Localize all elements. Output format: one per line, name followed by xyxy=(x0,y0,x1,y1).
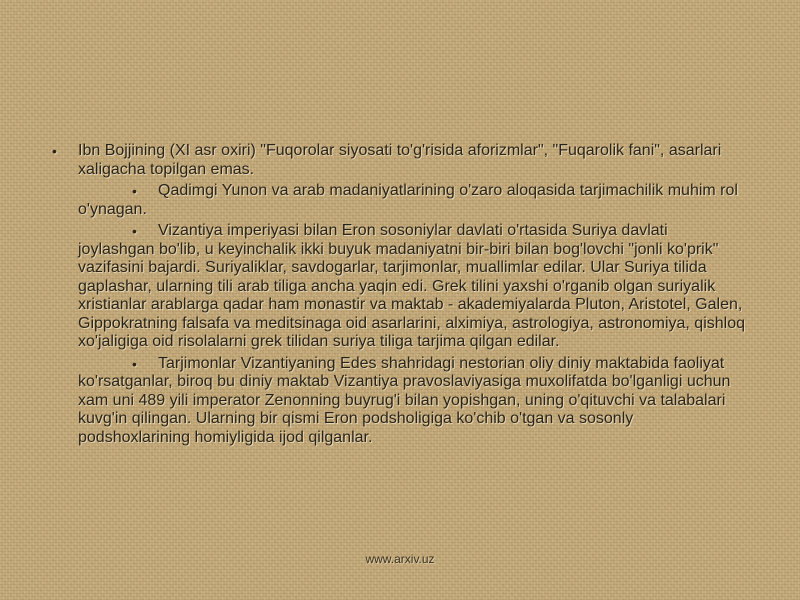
paragraph-text: Qadimgi Yunon va arab madaniyatlarining o'zaro aloqasida tarjimachilik muhim rol o'ynagan. xyxy=(78,182,738,218)
bullet-dot-icon: • xyxy=(132,183,137,199)
bullet-item-2 xyxy=(48,182,748,219)
paragraph-text: Vizantiya imperiyasi bilan Eron sosoniylar davlati o'rtasida Suriya davlati joylashgan bo'lib, u keyinchalik ikki buyuk madaniyatni bir-biri bilan bog'lovchi "jonli ko'prik" vazifasini bajardi. Suriyaliklar, savdogarlar, tarjimonlar, muallimlar edilar. Ular Suriya tilida gaplashar, ularning tili arab tiliga ancha yaqin edi. Grek tilini yaxshi o'rganib olgan suriyalik xristianlar arablarga qadar ham monastir va maktab - akademiyalarda Pluton, Aristotel, Galen, Gippokratning falsafa va meditsinaga oid asarlarini, alximiya, astrologiya, astronomiya, qishloq xo'jaligiga oid risolalarni grek tilidan suriya tiliga tarjima qilgan edilar. xyxy=(78,222,745,350)
slide-content xyxy=(48,142,748,450)
bullet-dot-icon: • xyxy=(132,223,137,239)
footer-url: www.arxiv.uz xyxy=(365,552,435,566)
paragraph-text: Tarjimonlar Vizantiyaning Edes shahridagi nestorian oliy diniy maktabida faoliyat ko'rsatganlar, biroq bu diniy maktab Vizantiya pravoslaviyasiga muxolifatda bo'lganligi uchun xam uni 489 yili imperator Zenonning buyrug'i bilan yopishgan, uning o'qituvchi va talabalari kuvg'in qilingan. Ularning bir qismi Eron podsholigiga ko'chib o'tgan va sosonly podshoxlarining homiyligida ijod qilganlar. xyxy=(78,354,731,446)
bullet-dot-icon: • xyxy=(132,355,137,372)
paragraph-text: Ibn Bojjining (XI asr oxiri) "Fuqorolar siyosati to'g'risida aforizmlar", "Fuqarolik fani", asarlari xaligacha topilgan emas. xyxy=(78,142,722,178)
bullet-item-1 xyxy=(48,142,748,179)
bullet-list xyxy=(48,142,748,447)
bullet-dot-icon: • xyxy=(52,143,57,159)
bullet-item-4 xyxy=(48,355,748,448)
bullet-item-3 xyxy=(48,222,748,352)
